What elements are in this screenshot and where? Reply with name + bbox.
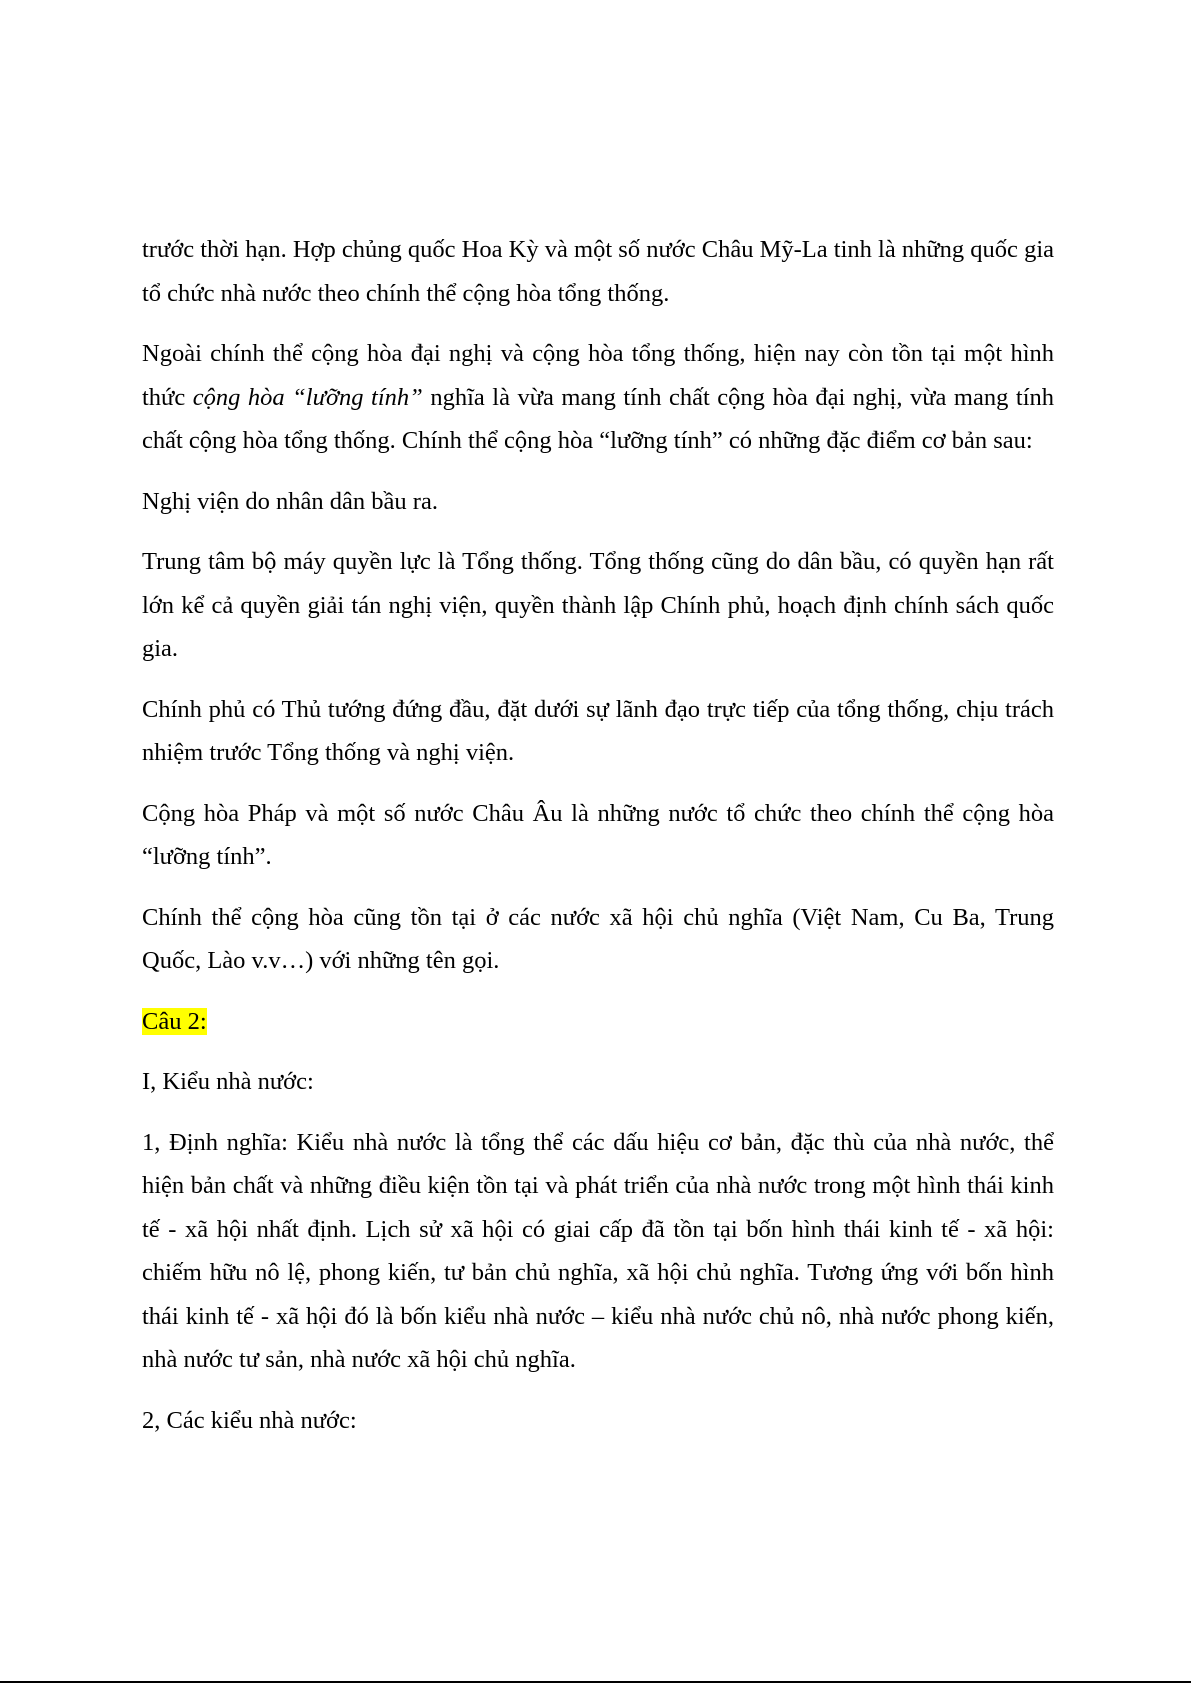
- paragraph-7: Chính thể cộng hòa cũng tồn tại ở các nước xã hội chủ nghĩa (Việt Nam, Cu Ba, Trung Quốc, Lào v.v…) với những tên gọi.: [142, 903, 1054, 974]
- paragraph-2-text-after: nghĩa là vừa mang tính chất cộng hòa đại nghị, vừa mang tính chất cộng hòa tổng thống. Chính thể cộng hòa “lưỡng tính” có những đặc điểm cơ bản sau:: [142, 383, 1054, 454]
- paragraph-definition: 1, Định nghĩa: Kiểu nhà nước là tổng thể các dấu hiệu cơ bản, đặc thù của nhà nước, thể hiện bản chất và những điều kiện tồn tại và phát triển của nhà nước trong một hình thái kinh tế - xã hội nhất định. Lịch sử xã hội có giai cấp đã tồn tại bốn hình thái kinh tế - xã hội: chiếm hữu nô lệ, phong kiến, tư bản chủ nghĩa, xã hội chủ nghĩa. Tương ứng với bốn hình thái kinh tế - xã hội đó là bốn kiểu nhà nước – kiểu nhà nước chủ nô, nhà nước phong kiến, nhà nước tư sản, nhà nước xã hội chủ nghĩa.: [142, 1128, 1054, 1373]
- document-body: [142, 228, 1054, 1459]
- paragraph-3: Nghị viện do nhân dân bầu ra.: [142, 487, 438, 515]
- paragraph-6: Cộng hòa Pháp và một số nước Châu Âu là những nước tổ chức theo chính thể cộng hòa “lưỡng tính”.: [142, 799, 1054, 870]
- paragraph-2: [142, 332, 1054, 463]
- question-heading-highlight: Câu 2:: [142, 1007, 207, 1035]
- page-bottom-rule: [0, 1681, 1191, 1683]
- paragraph-2-text-before: Ngoài chính thể cộng hòa đại nghị và cộng hòa tổng thống, hiện nay còn tồn tại một hình thức: [142, 340, 1054, 411]
- subsection-heading-cac-kieu: 2, Các kiểu nhà nước:: [142, 1406, 357, 1434]
- paragraph-2-italic-term: cộng hòa “lưỡng tính”: [192, 383, 423, 411]
- paragraph-5: Chính phủ có Thủ tướng đứng đầu, đặt dưới sự lãnh đạo trực tiếp của tổng thống, chịu trách nhiệm trước Tổng thống và nghị viện.: [142, 695, 1054, 766]
- question-heading: [142, 1000, 1054, 1044]
- section-heading-kieu-nha-nuoc: I, Kiểu nhà nước:: [142, 1068, 314, 1095]
- paragraph-4: Trung tâm bộ máy quyền lực là Tổng thống. Tổng thống cũng do dân bầu, có quyền hạn rất lớn kể cả quyền giải tán nghị viện, quyền thành lập Chính phủ, hoạch định chính sách quốc gia.: [142, 548, 1054, 662]
- paragraph-1: trước thời hạn. Hợp chủng quốc Hoa Kỳ và một số nước Châu Mỹ-La tinh là những quốc gia tổ chức nhà nước theo chính thể cộng hòa tổng thống.: [142, 236, 1054, 307]
